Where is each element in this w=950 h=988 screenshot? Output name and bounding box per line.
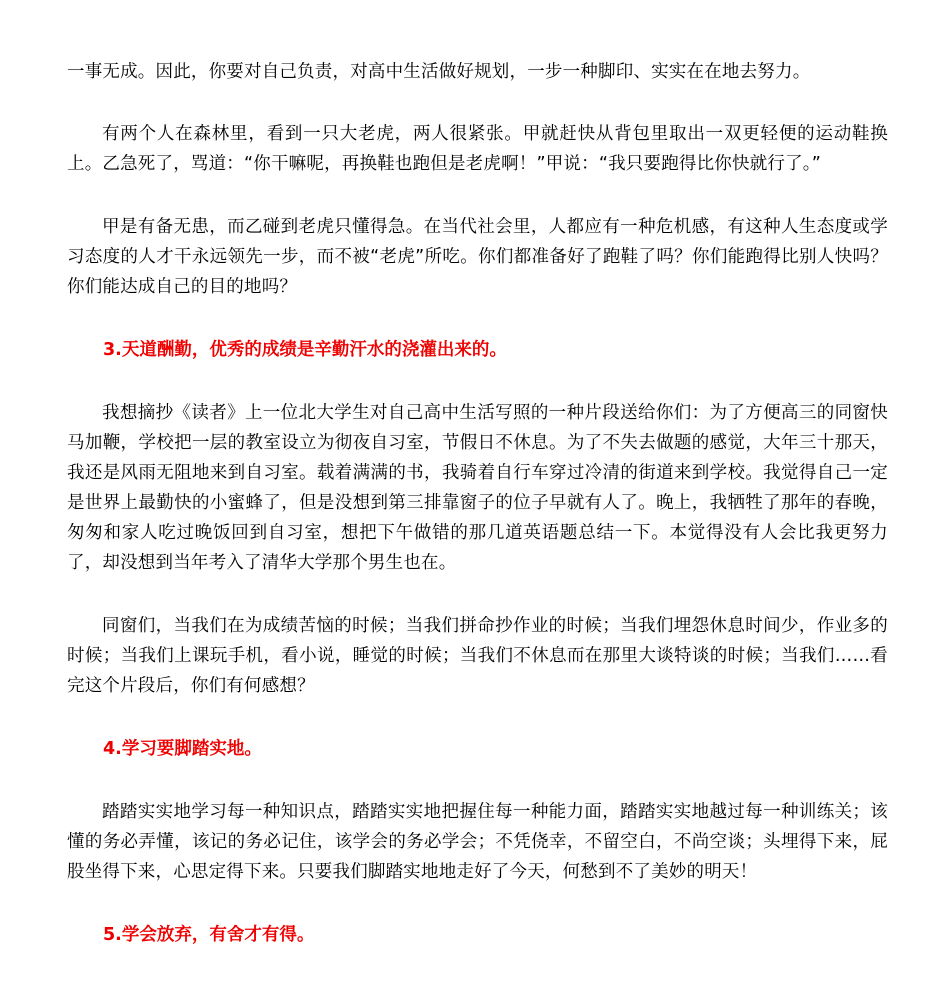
paragraph-down-to-earth: 踏踏实实地学习每一种知识点，踏踏实实地把握住每一种能力面，踏踏实实地越过每一种训练关；该懂的务必弄懂，该记的务必记住，该学会的务必学会；不凭侥幸，不留空白，不尚空谈；头埋得下来，屁股坐得下来，心思定得下来。只要我们脚踏实地地走好了今天，何愁到不了美妙的明天！ [67, 802, 888, 882]
paragraph-tiger-story: 有两个人在森林里，看到一只大老虎，两人很紧张。甲就赶快从背包里取出一双更轻便的运动鞋换上。乙急死了，骂道：“你干嘛呢，再换鞋也跑但是老虎啊！”甲说：“我只要跑得比你快就行了。” [67, 124, 888, 174]
section-heading-4: 4.学习要脚踏实地。 [103, 739, 262, 759]
section-heading-5: 5.学会放弃，有舍才有得。 [103, 925, 315, 945]
paragraph-continuation: 一事无成。因此，你要对自己负责，对高中生活做好规划，一步一种脚印、实实在在地去努力。 [67, 62, 811, 82]
paragraph-reader-excerpt: 我想摘抄《读者》上一位北大学生对自己高中生活写照的一种片段送给你们：为了方便高三的同窗快马加鞭，学校把一层的教室设立为彻夜自习室，节假日不休息。为了不失去做题的感觉，大年三十那天，我还是风雨无阻地来到自习室。载着满满的书，我骑着自行车穿过冷清的街道来到学校。我觉得自己一定是世界上最勤快的小蜜蜂了，但是没想到第三排靠窗子的位子早就有人了。晚上，我牺牲了那年的春晚，匆匆和家人吃过晚饭回到自习室，想把下午做错的那几道英语题总结一下。本觉得没有人会比我更努力了，却没想到当年考入了清华大学那个男生也在。 [67, 403, 888, 573]
section-heading-3: 3.天道酬勤，优秀的成绩是辛勤汗水的浇灌出来的。 [103, 340, 507, 360]
paragraph-tiger-lesson: 甲是有备无患，而乙碰到老虎只懂得急。在当代社会里，人都应有一种危机感，有这种人生态度或学习态度的人才干永远领先一步，而不被“老虎”所吃。你们都准备好了跑鞋了吗？你们能跑得比别人快吗？你们能达成自己的目的地吗？ [67, 217, 888, 297]
paragraph-classmates: 同窗们，当我们在为成绩苦恼的时候；当我们拼命抄作业的时候；当我们埋怨休息时间少，作业多的时候；当我们上课玩手机，看小说，睡觉的时候；当我们不休息而在那里大谈特谈的时候；当我们……看完这个片段后，你们有何感想？ [67, 616, 888, 696]
